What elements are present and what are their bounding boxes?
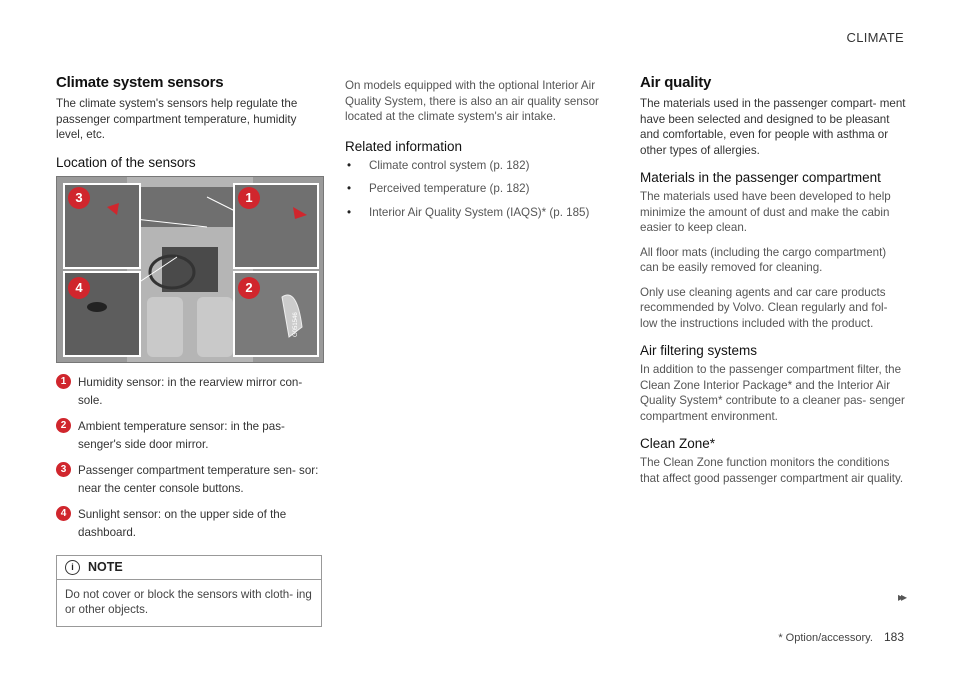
note-box <box>56 555 322 627</box>
location-heading: Location of the sensors <box>56 154 196 170</box>
legend-item <box>56 461 322 497</box>
note-label: NOTE <box>88 560 123 574</box>
legend-text: Ambient temperature sensor: in the pas- senger's side door mirror. <box>78 419 285 451</box>
column-air-quality <box>640 74 906 495</box>
section-heading-sensors: Climate system sensors <box>56 74 224 91</box>
callout-3: 3 <box>68 187 90 209</box>
legend-number: 3 <box>56 462 71 477</box>
related-link[interactable]: • Interior Air Quality System (IAQS)* (p. 185) <box>345 205 611 221</box>
related-list <box>345 158 611 221</box>
section-heading-air-quality: Air quality <box>640 74 712 91</box>
materials-paragraph-1: The materials used have been developed to help minimize the amount of dust and make the cabin easier to keep clean. <box>640 190 891 234</box>
sensor-markers <box>57 177 323 362</box>
note-header <box>57 556 321 580</box>
legend-text: Passenger compartment temperature sen- sor: near the center console buttons. <box>78 463 319 495</box>
next-page-arrow-icon[interactable]: ▸▸ <box>897 590 904 604</box>
materials-heading: Materials in the passenger compartment <box>640 170 881 185</box>
filtering-paragraph: In addition to the passenger compartment filter, the Clean Zone Interior Package* and the Interior Air Quality System* contribute to a cleaner pas- senger compartment environment. <box>640 363 905 423</box>
legend-text: Sunlight sensor: on the upper side of the dashboard. <box>78 507 287 539</box>
clean-zone-heading: Clean Zone* <box>640 436 716 451</box>
legend-item <box>56 505 322 541</box>
callout-1: 1 <box>238 187 260 209</box>
sensor-location-figure <box>56 176 324 363</box>
sensors-intro: The climate system's sensors help regulate the passenger compartment temperature, humidity level, etc. <box>56 97 298 141</box>
iaqs-paragraph: On models equipped with the optional Interior Air Quality System, there is also an air quality sensor located at the climate system's air intake. <box>345 79 599 123</box>
air-quality-intro: The materials used in the passenger compart- ment have been selected and designed to be pleasant and comfortable, even for people with asthma or other types of allergies. <box>640 97 906 157</box>
legend-text: Humidity sensor: in the rearview mirror con- sole. <box>78 375 303 407</box>
related-heading: Related information <box>345 138 463 154</box>
legend-number: 4 <box>56 506 71 521</box>
sensor-legend <box>56 373 322 541</box>
clean-zone-paragraph: The Clean Zone function monitors the conditions that affect good passenger compartment air quality. <box>640 456 904 485</box>
legend-number: 2 <box>56 418 71 433</box>
info-icon: i <box>65 560 80 575</box>
section-title: CLIMATE <box>846 30 904 45</box>
column-sensors <box>56 74 322 627</box>
note-text: Do not cover or block the sensors with cloth- ing or other objects. <box>65 587 312 616</box>
figure-code: G051546 <box>293 311 299 337</box>
legend-item <box>56 417 322 453</box>
legend-item <box>56 373 322 409</box>
filtering-heading: Air filtering systems <box>640 343 758 358</box>
footnote: * Option/accessory. <box>778 632 873 644</box>
page-footer <box>778 630 904 644</box>
callout-4: 4 <box>68 277 90 299</box>
page-number: 183 <box>883 630 904 644</box>
legend-number: 1 <box>56 374 71 389</box>
related-link[interactable]: • Climate control system (p. 182) <box>345 158 611 174</box>
column-sensors-continued <box>345 78 611 228</box>
callout-2: 2 <box>238 277 260 299</box>
materials-paragraph-3: Only use cleaning agents and car care products recommended by Volvo. Clean regularly and fol- low the instructions included with the product. <box>640 285 888 330</box>
related-link[interactable]: • Perceived temperature (p. 182) <box>345 181 611 197</box>
materials-paragraph-2: All floor mats (including the cargo compartment) can be easily removed for cleaning. <box>640 245 887 274</box>
